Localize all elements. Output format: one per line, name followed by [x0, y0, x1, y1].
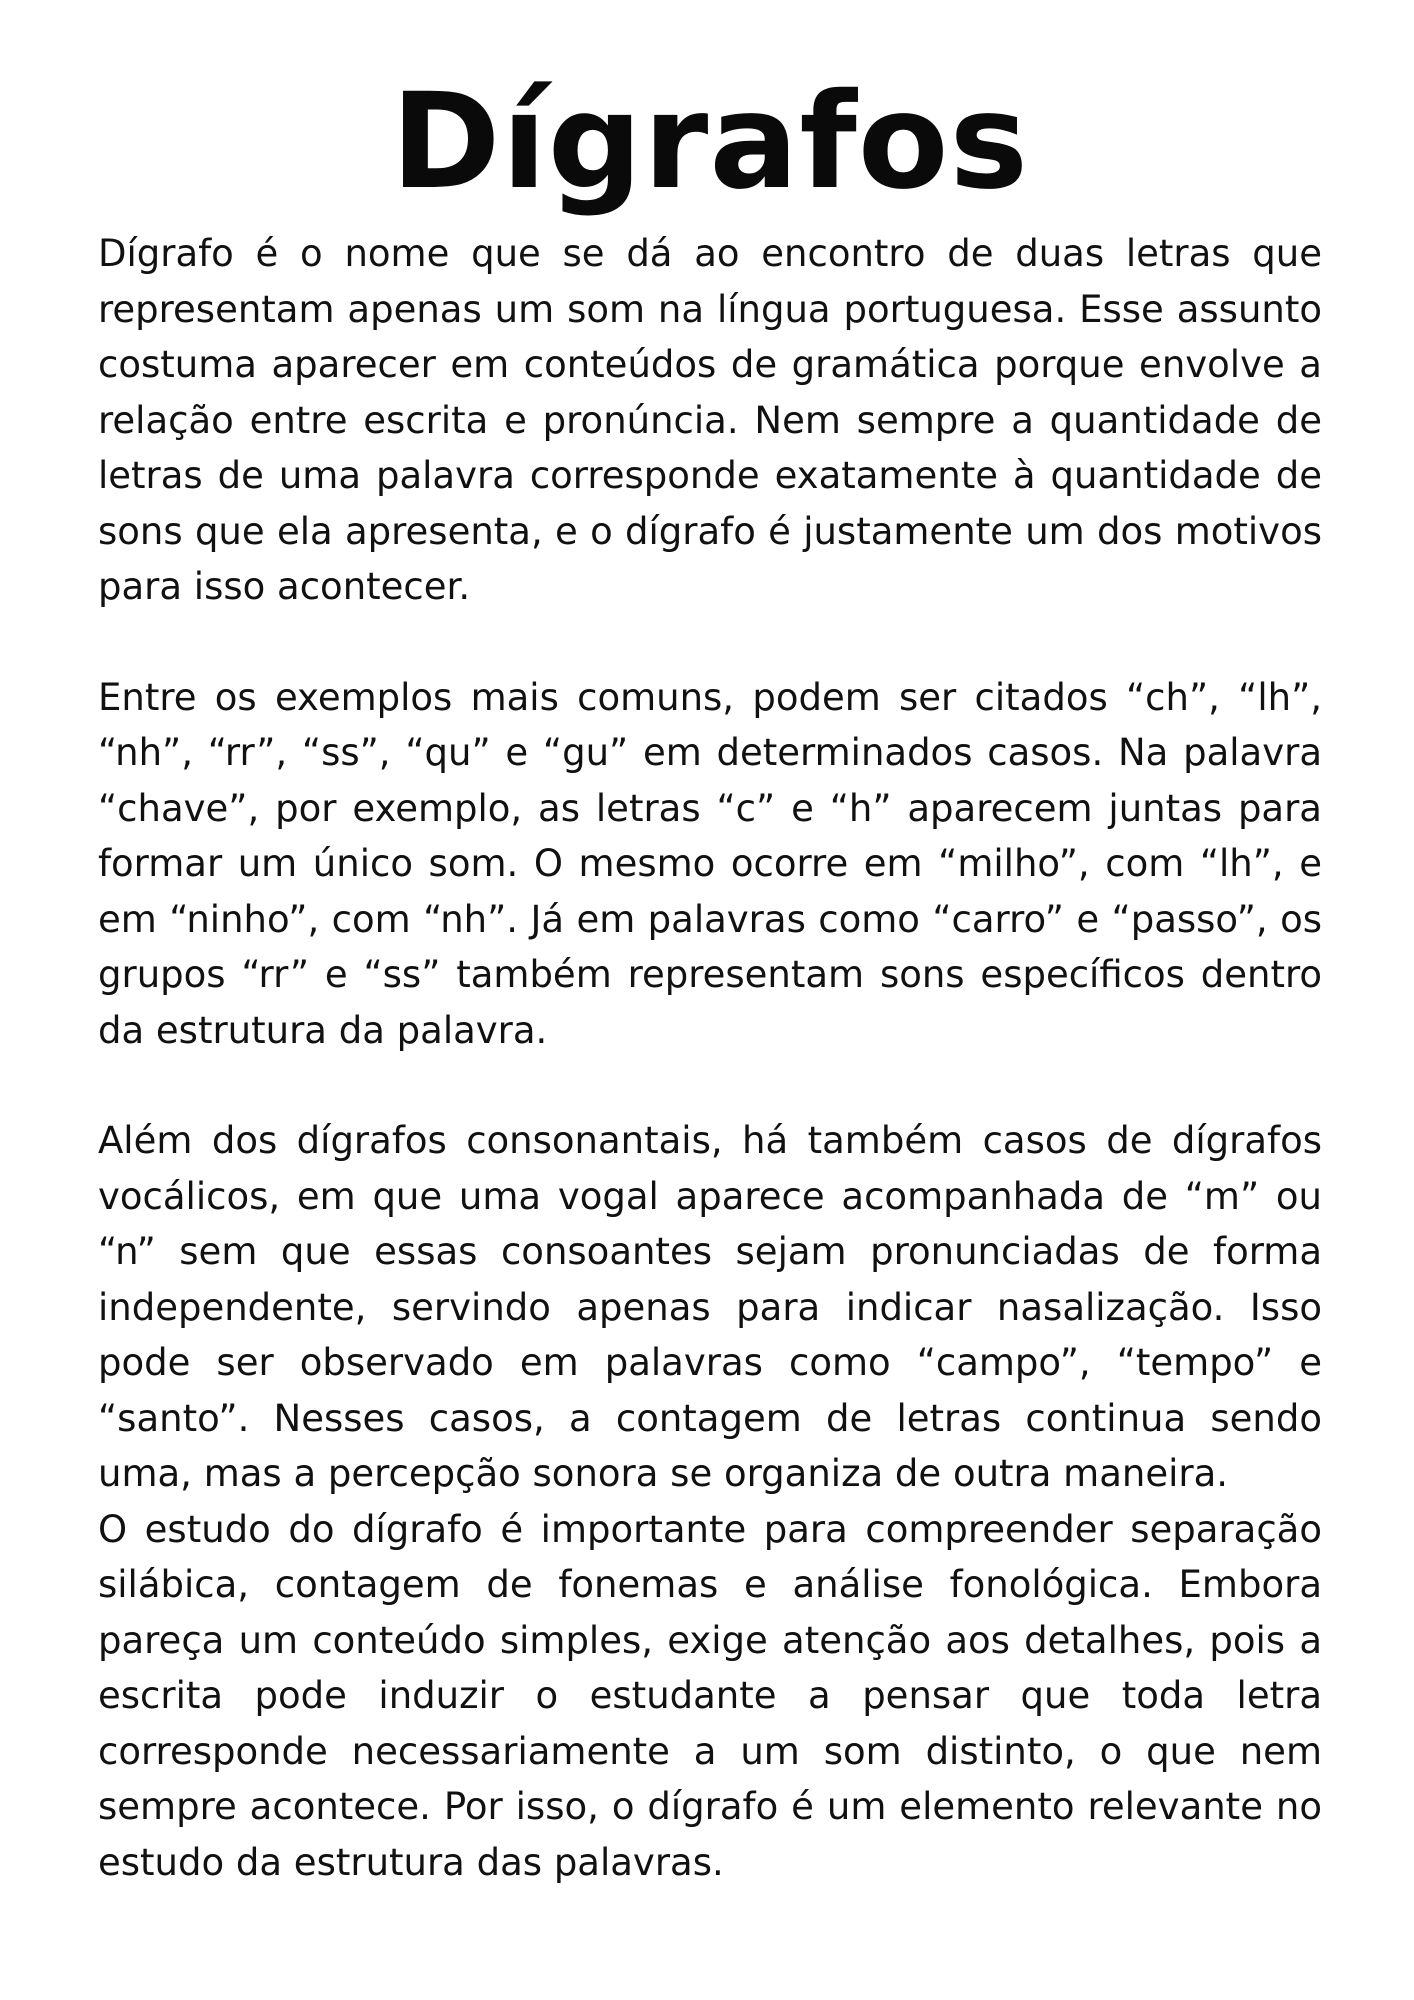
document-body [98, 226, 1322, 1890]
paragraph-vocalic: Além dos dígrafos consonantais, há também casos de dígrafos vocálicos, em que uma vogal aparece acompanhada de “m” ou “n” sem que essas consoantes sejam pronunciadas de forma independente, servindo apenas para indicar nasalização. Isso pode ser observado em palavras como “campo”, “tempo” e “santo”. Nesses casos, a contagem de letras continua sendo uma, mas a percepção sonora se organiza de outra maneira. [98, 1119, 1322, 1495]
paragraph-intro: Dígrafo é o nome que se dá ao encontro de duas letras que representam apenas um som na língua portuguesa. Esse assunto costuma aparecer em conteúdos de gramática porque envolve a relação entre escrita e pronúncia. Nem sempre a quantidade de letras de uma palavra corresponde exatamente à quantidade de sons que ela apresenta, e o dígrafo é justamente um dos motivos para isso acontecer. [98, 232, 1322, 608]
page-title: Dígrafos [390, 65, 1030, 219]
paragraph-examples: Entre os exemplos mais comuns, podem ser citados “ch”, “lh”, “nh”, “rr”, “ss”, “qu” e “gu” em determinados casos. Na palavra “chave”, por exemplo, as letras “c” e “h” aparecem juntas para formar um único som. O mesmo ocorre em “milho”, com “lh”, e em “ninho”, com “nh”. Já em palavras como “carro” e “passo”, os grupos “rr” e “ss” também representam sons específicos dentro da estrutura da palavra. [98, 675, 1322, 1052]
paragraph-importance: O estudo do dígrafo é importante para compreender separação silábica, contagem de fonemas e análise fonológica. Embora pareça um conteúdo simples, exige atenção aos detalhes, pois a escrita pode induzir o estudante a pensar que toda letra corresponde necessariamente a um som distinto, o que nem sempre acontece. Por isso, o dígrafo é um elemento relevante no estudo da estrutura das palavras. [98, 1507, 1322, 1884]
